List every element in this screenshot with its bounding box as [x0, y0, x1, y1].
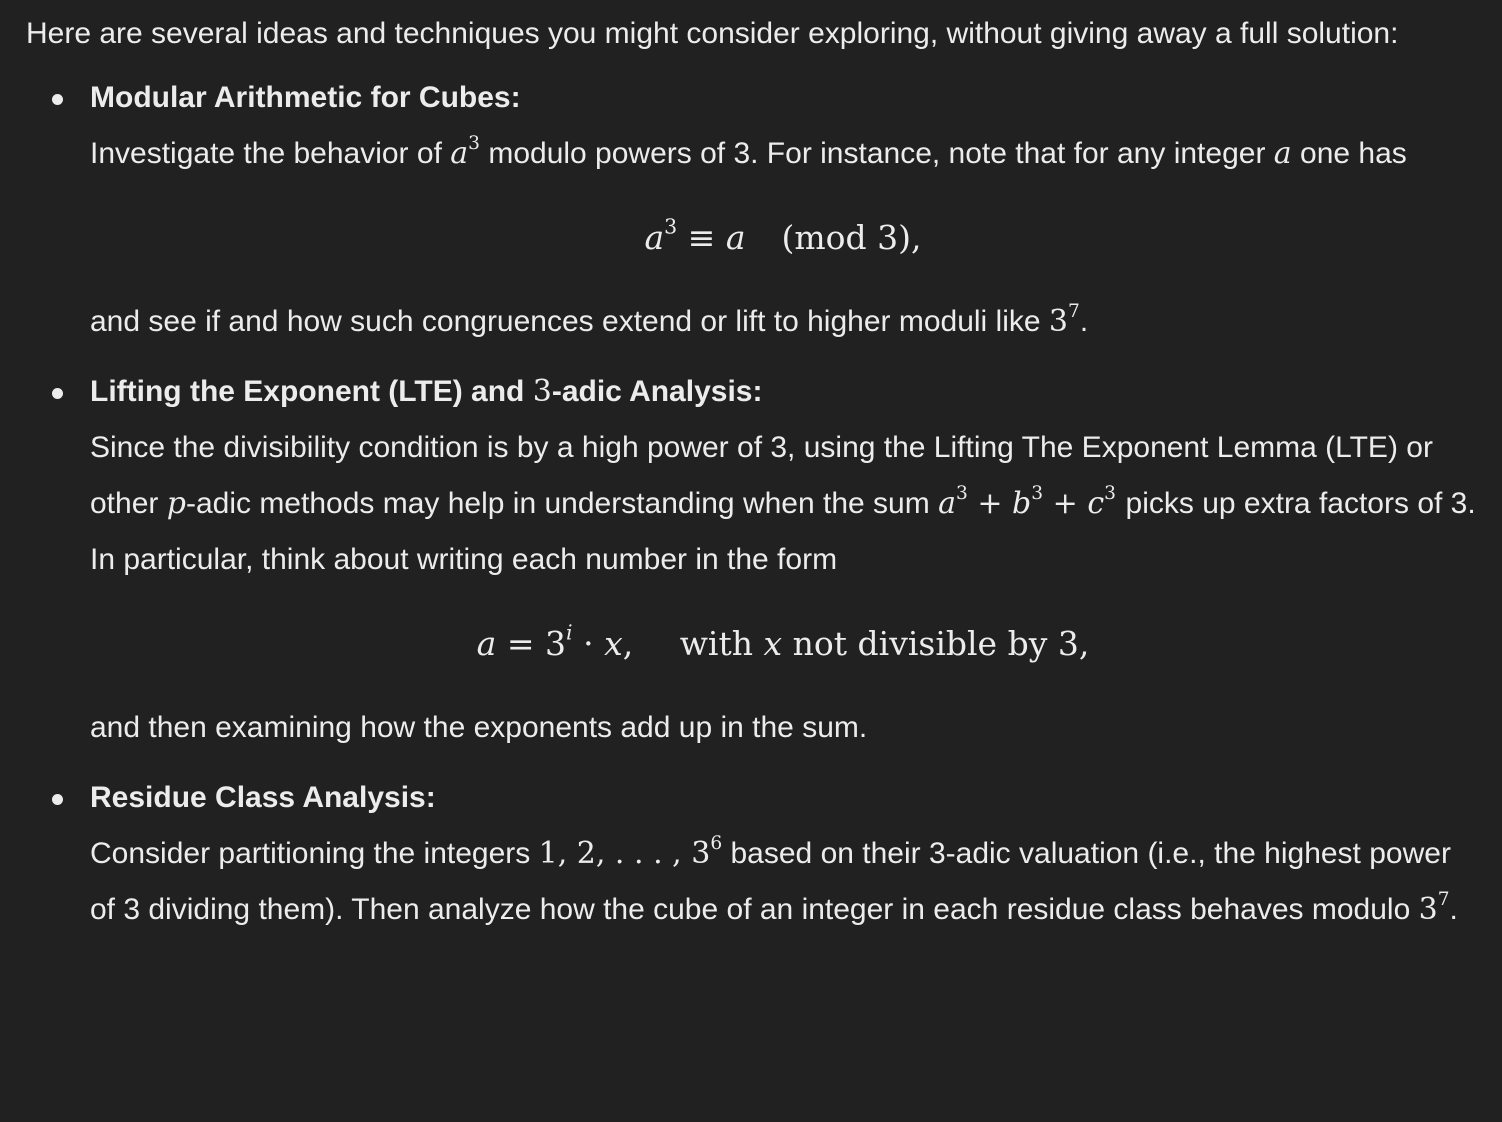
- list-item: [26, 770, 1476, 938]
- idea-list: [26, 70, 1476, 938]
- item-body: Since the divisibility condition is by a high power of 3, using the Lifting The Exponent Lemma (LTE) or other p-adic methods may help in understanding when the sum $a^3 + b^3 + c^3$ picks up extra factors of 3. In particular, think about writing each number in the form: [90, 431, 1476, 576]
- message-content: [26, 6, 1476, 952]
- math-a-cubed: $a^3$: [450, 133, 480, 171]
- item-title: Modular Arithmetic for Cubes:: [90, 81, 521, 114]
- list-item: [26, 70, 1476, 350]
- item-body: Consider partitioning the integers 1, 2, . . . , $3^6$ based on their 3-adic valuation (i.e., the highest power of 3 dividing them). Then analyze how the cube of an integer in each residue class behaves modulo $3^7$.: [90, 833, 1458, 927]
- item-body: Investigate the behavior of $a^3$ modulo powers of 3. For instance, note that for any integer a one has: [90, 133, 1407, 171]
- math-sum-of-cubes: $a^3 + b^3 + c^3$: [938, 483, 1116, 521]
- bullet-icon: [52, 94, 63, 105]
- list-item: [26, 364, 1476, 756]
- display-equation: a = 3$^i$ · x, with x not divisible by 3,: [476, 620, 1090, 663]
- bullet-icon: [52, 794, 63, 805]
- math-range: 1, 2, . . . , $3^6$: [538, 833, 723, 871]
- bullet-icon: [52, 388, 63, 399]
- math-a: a: [1273, 136, 1292, 171]
- item-title: Residue Class Analysis:: [90, 781, 436, 814]
- display-equation: $a^3 \equiv a$ (mod 3),: [644, 214, 922, 257]
- item-followup: and then examining how the exponents add up in the sum.: [90, 711, 868, 744]
- item-followup: and see if and how such congruences extend or lift to higher moduli like $3^7$.: [90, 301, 1089, 339]
- item-title: Lifting the Exponent (LTE) and 3-adic Analysis:: [90, 374, 763, 409]
- intro-paragraph: Here are several ideas and techniques you might consider exploring, without giving away a full solution:: [26, 17, 1399, 50]
